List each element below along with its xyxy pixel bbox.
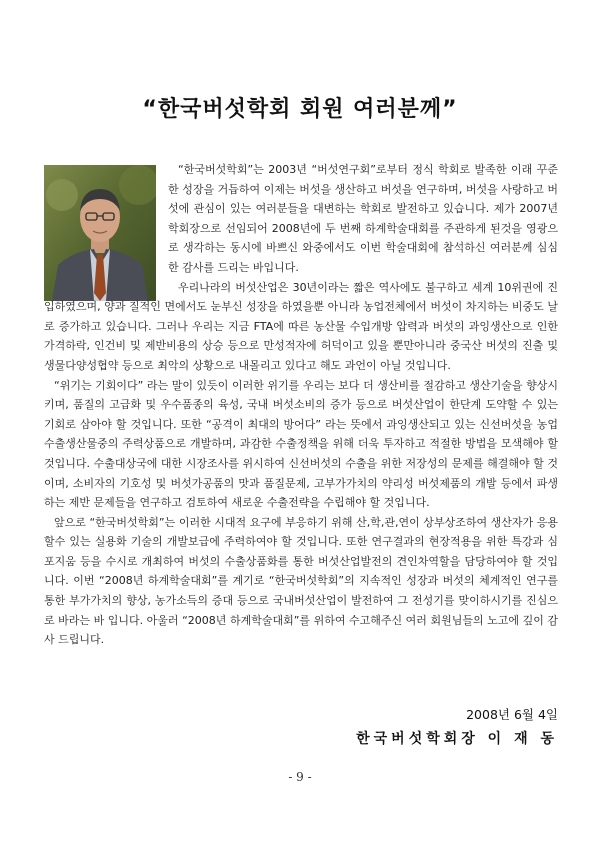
paragraph-4: 앞으로 “한국버섯학회”는 이러한 시대적 요구에 부응하기 위해 산,학,관,연이 상부상조하여 생산자가 응용할수 있는 실용화 기술의 개발보급에 주력하여야 할 것입니다. 또한 연구결과의 현장적용을 위한 특강과 심포지움 등을 수시로 개최하여 버섯의 수출상품화를 통한 버섯산업발전의 견인차역할을 담당하여야 할 것입니다. 이번 “2008년 하계학술대회”를 계기로 “한국버섯학회”의 지속적인 성장과 버섯의 체계적인 연구를 통한 부가가치의 향상, 농가소득의 증대 등으로 국내버섯산업이 발전하여 그 전성기를 맞이하시기를 진심으로 바라는 바 입니다. 아울러 “2008년 하계학술대회”를 위하여 수고해주신 여러 회원님들의 노고에 깊이 감사 드립니다.	[44, 515, 558, 647]
paragraph-1: “한국버섯학회”는 2003년 “버섯연구회”로부터 정식 학회로 발족한 이래 꾸준한 성장을 거듭하여 이제는 버섯을 생산하고 버섯을 연구하며, 버섯을 사랑하고 버섯에 관심이 있는 여러분들을 대변하는 학회로 발전하고 있습니다. 제가 2007년 학회장으로 선임되어 2008년에 두 번째 하계학술대회를 주관하게 된것을 영광으로 생각하는 동시에 바쁘신 와중에서도 이번 학술대회에 참석하신 여러분께 심심한 감사를 드리는 바입니다.	[168, 163, 558, 274]
paragraph-2: 우리나라의 버섯산업은 30년이라는 짧은 역사에도 불구하고 세계 10위권에 진입하였으며, 양과 질적인 면에서도 눈부신 성장을 하였을뿐 아니라 농업전체에서 버섯이 차지하는 비중도 날로 증가하고 있습니다. 그러나 우리는 지금 FTA에 따른 농산물 수입개방 압력과 버섯의 과잉생산으로 인한 가격하락, 인건비 및 제반비용의 상승 등으로 만성적자에 허덕이고 있을 뿐만아니라 중국산 버섯의 진출 및 생물다양성협약 등으로 최악의 상황으로 내몰리고 있다고 해도 과언이 아닐 것입니다.	[44, 280, 558, 372]
signature: 한국버섯학회장 이 재 동	[356, 731, 558, 747]
portrait-spacer	[44, 160, 168, 294]
letter-date: 2008년 6월 4일	[466, 707, 558, 722]
page-number: - 9 -	[288, 770, 312, 784]
document-title: “한국버섯학회 회원 여러분께”	[142, 97, 458, 122]
letter-body	[44, 160, 558, 650]
paragraph-3: “위기는 기회이다” 라는 말이 있듯이 이러한 위기를 우리는 보다 더 생산비를 절감하고 생산기술을 향상시키며, 품질의 고급화 및 우수품종의 육성, 국내 버섯소비의 증가 등으로 버섯산업이 한단계 도약할 수 있는 기회로 삼아야 할 것입니다. 또한 “공격이 최대의 방어다” 라는 뜻에서 과잉생산되고 있는 신선버섯을 농업수출생산물중의 주력상품으로 개발하며, 과감한 수출정책을 위해 더욱 투자하고 적절한 방법을 모색해야 할 것입니다. 수출대상국에 대한 시장조사를 위시하여 신선버섯의 수출을 위한 저장성의 문제를 해결해야 할 것이며, 소비자의 기호성 및 버섯가공품의 맛과 품질문제, 고부가가치의 약리성 버섯제품의 개발 등에서 파생하는 제반 문제들을 연구하고 검토하여 새로운 수출전략을 수립해야 할 것입니다.	[44, 378, 558, 510]
